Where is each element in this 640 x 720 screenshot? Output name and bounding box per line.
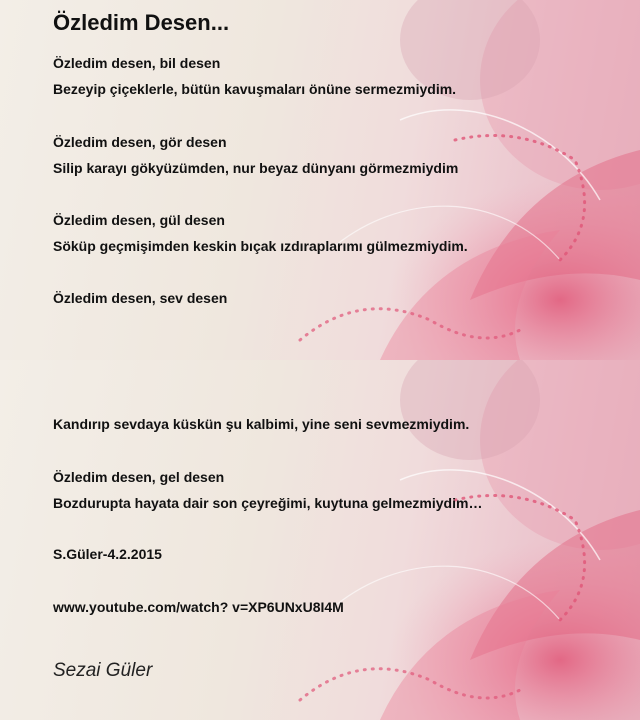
poem-line: Özledim desen, gül desen bbox=[53, 212, 225, 228]
author-name: Sezai Güler bbox=[53, 660, 153, 681]
poem-date-signature: S.Güler-4.2.2015 bbox=[53, 546, 162, 562]
poem-line: Özledim desen, gel desen bbox=[53, 469, 225, 485]
poem-line: Özledim desen, sev desen bbox=[53, 290, 228, 306]
poem-line: Kandırıp sevdaya küskün şu kalbimi, yine seni sevmezmiydim. bbox=[53, 416, 470, 432]
youtube-link-text: www.youtube.com/watch? v=XP6UNxU8I4M bbox=[53, 599, 344, 615]
poem-line: Söküp geçmişimden keskin bıçak ızdıraplarımı gülmezmiydim. bbox=[53, 238, 468, 254]
poem-line: Bezeyip çiçeklerle, bütün kavuşmaları önüne sermezmiydim. bbox=[53, 81, 457, 97]
poem-line: Bozdurupta hayata dair son çeyreğimi, kuytuna gelmezmiydim… bbox=[53, 495, 483, 511]
poem-line: Özledim desen, gör desen bbox=[53, 134, 227, 150]
poem-line: Silip karayı gökyüzümden, nur beyaz dünyanı görmezmiydim bbox=[53, 160, 459, 176]
poem-title: Özledim Desen... bbox=[53, 10, 230, 35]
poem-line: Özledim desen, bil desen bbox=[53, 55, 221, 71]
